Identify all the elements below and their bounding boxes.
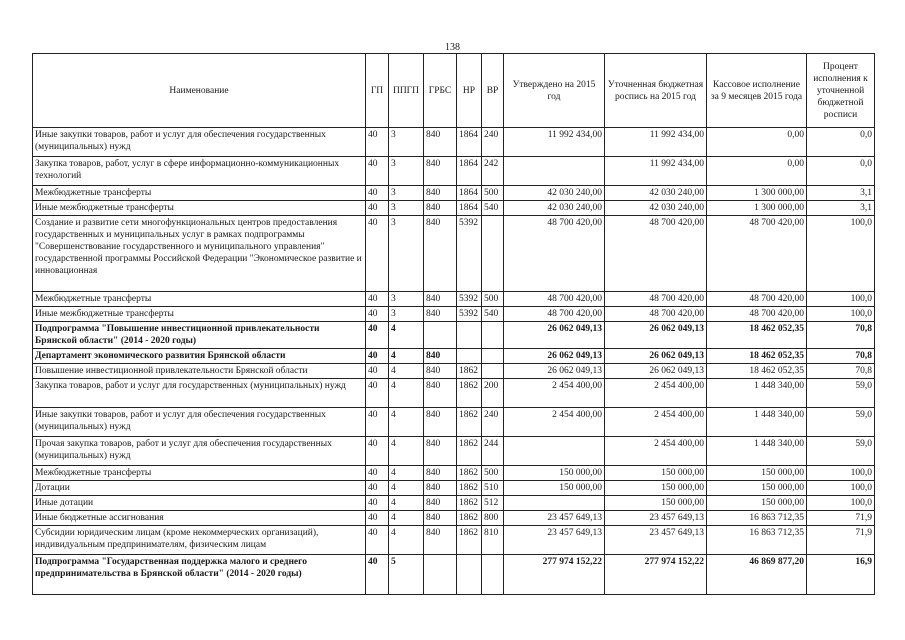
row-gp: 40 xyxy=(366,364,389,379)
row-gp: 40 xyxy=(366,379,389,408)
row-name: Иные дотации xyxy=(33,496,366,511)
header-grbs: ГРБС xyxy=(424,54,457,128)
row-grbs: 840 xyxy=(424,466,457,481)
row-ppgp: 3 xyxy=(389,201,424,216)
row-refined: 26 062 049,13 xyxy=(605,322,707,349)
row-cash: 18 462 052,35 xyxy=(707,364,807,379)
row-grbs: 840 xyxy=(424,511,457,526)
table-row xyxy=(33,292,875,307)
row-percent: 70,8 xyxy=(807,364,875,379)
row-cash: 1 300 000,00 xyxy=(707,201,807,216)
row-percent: 0,0 xyxy=(807,157,875,186)
table-body xyxy=(33,128,875,595)
row-ppgp: 4 xyxy=(389,437,424,466)
row-grbs: 840 xyxy=(424,349,457,364)
table-row xyxy=(33,364,875,379)
row-percent: 3,1 xyxy=(807,186,875,201)
row-cash: 0,00 xyxy=(707,157,807,186)
row-grbs: 840 xyxy=(424,526,457,555)
row-ppgp: 4 xyxy=(389,364,424,379)
row-np: 1862 xyxy=(457,437,482,466)
row-cash: 48 700 420,00 xyxy=(707,292,807,307)
row-percent: 100,0 xyxy=(807,216,875,292)
row-refined: 42 030 240,00 xyxy=(605,201,707,216)
table-row xyxy=(33,349,875,364)
row-name: Межбюджетные трансферты xyxy=(33,186,366,201)
row-np: 5392 xyxy=(457,307,482,322)
row-approved: 48 700 420,00 xyxy=(504,307,605,322)
row-percent: 3,1 xyxy=(807,201,875,216)
row-refined: 277 974 152,22 xyxy=(605,555,707,595)
row-grbs: 840 xyxy=(424,292,457,307)
table-row xyxy=(33,128,875,157)
row-cash: 18 462 052,35 xyxy=(707,349,807,364)
row-gp: 40 xyxy=(366,408,389,437)
row-cash: 46 869 877,20 xyxy=(707,555,807,595)
row-name: Департамент экономического развития Брянской области xyxy=(33,349,366,364)
row-percent: 16,9 xyxy=(807,555,875,595)
row-gp: 40 xyxy=(366,322,389,349)
row-np: 1862 xyxy=(457,481,482,496)
row-np xyxy=(457,322,482,349)
row-refined: 150 000,00 xyxy=(605,481,707,496)
row-np: 1864 xyxy=(457,186,482,201)
row-refined: 150 000,00 xyxy=(605,466,707,481)
row-gp: 40 xyxy=(366,511,389,526)
row-gp: 40 xyxy=(366,555,389,595)
row-grbs: 840 xyxy=(424,379,457,408)
row-gp: 40 xyxy=(366,157,389,186)
row-vr xyxy=(482,322,504,349)
row-gp: 40 xyxy=(366,292,389,307)
row-grbs xyxy=(424,322,457,349)
row-refined: 26 062 049,13 xyxy=(605,349,707,364)
table-row xyxy=(33,408,875,437)
row-name: Создание и развитие сети многофункциональных центров предоставления государственных и муниципальных услуг в рамках подпрограммы "Совершенствование государственного и муниципального управления" государственной программы Российской Федерации "Экономическое развитие и инновационная xyxy=(33,216,366,292)
row-approved: 11 992 434,00 xyxy=(504,128,605,157)
row-np: 1864 xyxy=(457,157,482,186)
row-ppgp: 4 xyxy=(389,379,424,408)
row-name: Межбюджетные трансферты xyxy=(33,292,366,307)
row-name: Повышение инвестиционной привлекательности Брянской области xyxy=(33,364,366,379)
header-refined: Уточненная бюджетная роспись на 2015 год xyxy=(605,54,707,128)
page-number: 138 xyxy=(445,42,460,53)
row-ppgp: 4 xyxy=(389,496,424,511)
table-row xyxy=(33,379,875,408)
header-percent: Процент исполнения к уточненной бюджетной росписи xyxy=(807,54,875,128)
row-approved xyxy=(504,157,605,186)
row-gp: 40 xyxy=(366,216,389,292)
row-approved: 23 457 649,13 xyxy=(504,511,605,526)
row-name: Подпрограмма "Повышение инвестиционной привлекательности Брянской области" (2014 - 2020 годы) xyxy=(33,322,366,349)
row-ppgp: 3 xyxy=(389,292,424,307)
row-np: 1862 xyxy=(457,511,482,526)
row-np: 1862 xyxy=(457,466,482,481)
row-approved xyxy=(504,496,605,511)
header-cash: Кассовое исполнение за 9 месяцев 2015 года xyxy=(707,54,807,128)
row-gp: 40 xyxy=(366,349,389,364)
row-name: Межбюджетные трансферты xyxy=(33,466,366,481)
table-row xyxy=(33,496,875,511)
row-np: 1862 xyxy=(457,364,482,379)
row-np: 1864 xyxy=(457,201,482,216)
row-np: 1862 xyxy=(457,408,482,437)
row-gp: 40 xyxy=(366,466,389,481)
row-grbs: 840 xyxy=(424,364,457,379)
row-vr xyxy=(482,216,504,292)
row-percent: 100,0 xyxy=(807,307,875,322)
row-gp: 40 xyxy=(366,481,389,496)
row-np xyxy=(457,555,482,595)
row-vr: 240 xyxy=(482,408,504,437)
header-ppgp: ППГП xyxy=(389,54,424,128)
row-cash: 150 000,00 xyxy=(707,481,807,496)
row-approved: 26 062 049,13 xyxy=(504,322,605,349)
row-ppgp: 5 xyxy=(389,555,424,595)
row-refined: 48 700 420,00 xyxy=(605,216,707,292)
row-approved: 26 062 049,13 xyxy=(504,364,605,379)
row-gp: 40 xyxy=(366,496,389,511)
row-ppgp: 4 xyxy=(389,511,424,526)
row-vr: 500 xyxy=(482,466,504,481)
row-refined: 23 457 649,13 xyxy=(605,511,707,526)
row-percent: 71,9 xyxy=(807,511,875,526)
row-gp: 40 xyxy=(366,526,389,555)
row-vr: 540 xyxy=(482,201,504,216)
row-approved: 2 454 400,00 xyxy=(504,379,605,408)
row-ppgp: 3 xyxy=(389,307,424,322)
row-percent: 100,0 xyxy=(807,292,875,307)
row-percent: 100,0 xyxy=(807,466,875,481)
row-approved: 26 062 049,13 xyxy=(504,349,605,364)
row-vr: 510 xyxy=(482,481,504,496)
row-name: Закупка товаров, работ и услуг для государственных (муниципальных) нужд xyxy=(33,379,366,408)
row-np: 1864 xyxy=(457,128,482,157)
row-name: Иные межбюджетные трансферты xyxy=(33,201,366,216)
row-ppgp: 4 xyxy=(389,322,424,349)
row-cash: 1 448 340,00 xyxy=(707,408,807,437)
header-row xyxy=(33,54,875,128)
row-vr: 500 xyxy=(482,292,504,307)
row-grbs: 840 xyxy=(424,201,457,216)
row-gp: 40 xyxy=(366,307,389,322)
row-cash: 16 863 712,35 xyxy=(707,511,807,526)
row-percent: 59,0 xyxy=(807,437,875,466)
header-gp: ГП xyxy=(366,54,389,128)
row-vr: 800 xyxy=(482,511,504,526)
row-refined: 23 457 649,13 xyxy=(605,526,707,555)
budget-table xyxy=(32,53,875,595)
row-cash: 48 700 420,00 xyxy=(707,307,807,322)
row-name: Закупка товаров, работ, услуг в сфере информационно-коммуникационных технологий xyxy=(33,157,366,186)
row-approved: 150 000,00 xyxy=(504,466,605,481)
row-np: 1862 xyxy=(457,496,482,511)
row-gp: 40 xyxy=(366,437,389,466)
row-vr: 242 xyxy=(482,157,504,186)
row-ppgp: 3 xyxy=(389,128,424,157)
row-cash: 48 700 420,00 xyxy=(707,216,807,292)
row-np: 1862 xyxy=(457,379,482,408)
row-vr: 540 xyxy=(482,307,504,322)
row-grbs: 840 xyxy=(424,307,457,322)
header-vr: ВР xyxy=(482,54,504,128)
row-name: Субсидии юридическим лицам (кроме некоммерческих организаций), индивидуальным предпринимателям, физическим лицам xyxy=(33,526,366,555)
row-name: Иные бюджетные ассигнования xyxy=(33,511,366,526)
row-approved: 42 030 240,00 xyxy=(504,186,605,201)
row-vr xyxy=(482,364,504,379)
row-name: Дотации xyxy=(33,481,366,496)
row-name: Иные закупки товаров, работ и услуг для обеспечения государственных (муниципальных) нужд xyxy=(33,128,366,157)
row-grbs: 840 xyxy=(424,408,457,437)
header-name: Наименование xyxy=(33,54,366,128)
row-percent: 71,9 xyxy=(807,526,875,555)
row-approved: 48 700 420,00 xyxy=(504,216,605,292)
table-row xyxy=(33,437,875,466)
header-np: НР xyxy=(457,54,482,128)
row-approved xyxy=(504,437,605,466)
table-row xyxy=(33,466,875,481)
row-vr: 500 xyxy=(482,186,504,201)
row-ppgp: 4 xyxy=(389,408,424,437)
table-row xyxy=(33,481,875,496)
header-approved: Утверждено на 2015 год xyxy=(504,54,605,128)
row-approved: 42 030 240,00 xyxy=(504,201,605,216)
row-approved: 277 974 152,22 xyxy=(504,555,605,595)
row-vr: 810 xyxy=(482,526,504,555)
table-row xyxy=(33,186,875,201)
row-vr: 512 xyxy=(482,496,504,511)
row-ppgp: 3 xyxy=(389,157,424,186)
row-np: 1862 xyxy=(457,526,482,555)
row-percent: 70,8 xyxy=(807,349,875,364)
row-refined: 2 454 400,00 xyxy=(605,437,707,466)
table-row xyxy=(33,216,875,292)
table-row xyxy=(33,322,875,349)
row-vr xyxy=(482,349,504,364)
table-row xyxy=(33,201,875,216)
row-grbs: 840 xyxy=(424,216,457,292)
row-refined: 11 992 434,00 xyxy=(605,128,707,157)
row-ppgp: 4 xyxy=(389,349,424,364)
row-cash: 1 300 000,00 xyxy=(707,186,807,201)
row-grbs: 840 xyxy=(424,128,457,157)
table-row xyxy=(33,157,875,186)
table-row xyxy=(33,511,875,526)
row-refined: 150 000,00 xyxy=(605,496,707,511)
row-grbs xyxy=(424,555,457,595)
row-ppgp: 4 xyxy=(389,526,424,555)
table-row xyxy=(33,307,875,322)
row-cash: 1 448 340,00 xyxy=(707,379,807,408)
row-grbs: 840 xyxy=(424,437,457,466)
row-vr: 200 xyxy=(482,379,504,408)
row-cash: 0,00 xyxy=(707,128,807,157)
table-row xyxy=(33,526,875,555)
row-refined: 2 454 400,00 xyxy=(605,408,707,437)
row-refined: 26 062 049,13 xyxy=(605,364,707,379)
row-name: Иные закупки товаров, работ и услуг для обеспечения государственных (муниципальных) нужд xyxy=(33,408,366,437)
row-grbs: 840 xyxy=(424,186,457,201)
row-percent: 0,0 xyxy=(807,128,875,157)
row-ppgp: 4 xyxy=(389,481,424,496)
row-gp: 40 xyxy=(366,186,389,201)
row-cash: 16 863 712,35 xyxy=(707,526,807,555)
row-ppgp: 3 xyxy=(389,216,424,292)
row-name: Прочая закупка товаров, работ и услуг для обеспечения государственных (муниципальных) нужд xyxy=(33,437,366,466)
row-percent: 100,0 xyxy=(807,481,875,496)
row-refined: 2 454 400,00 xyxy=(605,379,707,408)
row-refined: 48 700 420,00 xyxy=(605,292,707,307)
row-vr: 244 xyxy=(482,437,504,466)
row-approved: 23 457 649,13 xyxy=(504,526,605,555)
row-grbs: 840 xyxy=(424,496,457,511)
row-ppgp: 3 xyxy=(389,186,424,201)
row-refined: 42 030 240,00 xyxy=(605,186,707,201)
row-gp: 40 xyxy=(366,201,389,216)
row-percent: 100,0 xyxy=(807,496,875,511)
row-ppgp: 4 xyxy=(389,466,424,481)
row-cash: 150 000,00 xyxy=(707,466,807,481)
row-cash: 18 462 052,35 xyxy=(707,322,807,349)
row-name: Иные межбюджетные трансферты xyxy=(33,307,366,322)
row-gp: 40 xyxy=(366,128,389,157)
row-name: Подпрограмма "Государственная поддержка малого и среднего предпринимательства в Брянской области" (2014 - 2020 годы) xyxy=(33,555,366,595)
row-refined: 11 992 434,00 xyxy=(605,157,707,186)
row-approved: 2 454 400,00 xyxy=(504,408,605,437)
row-refined: 48 700 420,00 xyxy=(605,307,707,322)
row-cash: 150 000,00 xyxy=(707,496,807,511)
row-np: 5392 xyxy=(457,216,482,292)
row-approved: 150 000,00 xyxy=(504,481,605,496)
row-percent: 70,8 xyxy=(807,322,875,349)
row-approved: 48 700 420,00 xyxy=(504,292,605,307)
row-grbs: 840 xyxy=(424,157,457,186)
row-np: 5392 xyxy=(457,292,482,307)
row-cash: 1 448 340,00 xyxy=(707,437,807,466)
row-vr xyxy=(482,555,504,595)
row-percent: 59,0 xyxy=(807,408,875,437)
row-grbs: 840 xyxy=(424,481,457,496)
table-row xyxy=(33,555,875,595)
row-np xyxy=(457,349,482,364)
row-percent: 59,0 xyxy=(807,379,875,408)
row-vr: 240 xyxy=(482,128,504,157)
